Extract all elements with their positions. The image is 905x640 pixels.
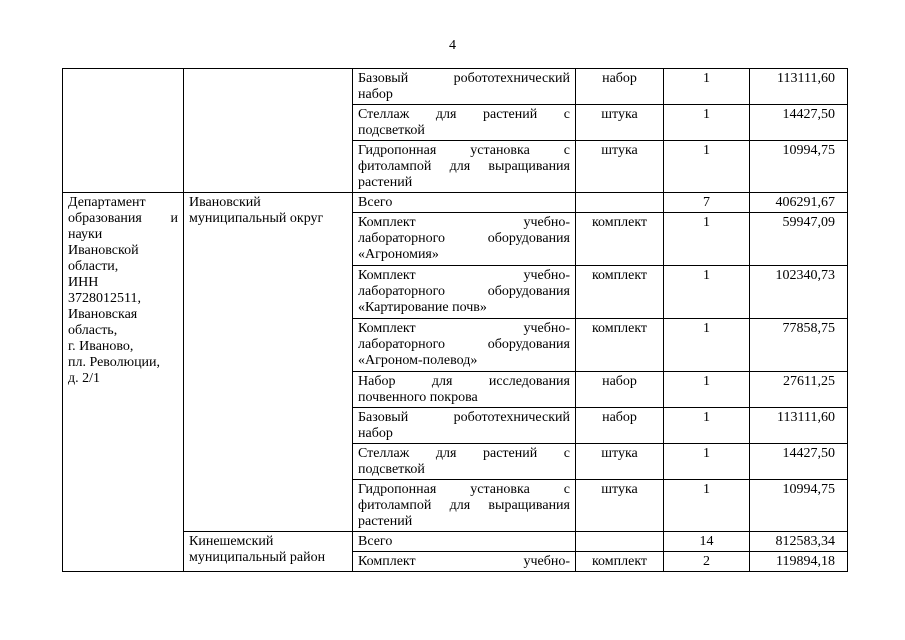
item-name: Базовый робототехнический набор	[353, 408, 576, 444]
item-qty: 1	[664, 408, 750, 444]
total-label: Всего	[353, 532, 576, 552]
item-price: 59947,09	[750, 213, 848, 266]
item-unit: комплект	[576, 213, 664, 266]
item-unit	[576, 532, 664, 552]
item-unit: набор	[576, 69, 664, 105]
item-qty: 1	[664, 319, 750, 372]
item-unit: штука	[576, 105, 664, 141]
item-price: 812583,34	[750, 532, 848, 552]
item-price: 14427,50	[750, 105, 848, 141]
item-name: Базовый робототехнический набор	[353, 69, 576, 105]
item-name: Стеллаж для растений с подсветкой	[353, 444, 576, 480]
item-unit: штука	[576, 444, 664, 480]
item-unit: комплект	[576, 319, 664, 372]
item-qty: 1	[664, 444, 750, 480]
item-unit: комплект	[576, 552, 664, 572]
item-unit	[576, 193, 664, 213]
total-label: Всего	[353, 193, 576, 213]
item-qty: 1	[664, 141, 750, 193]
department-cell: Департамент образования и науки Ивановской области, ИНН 3728012511, Ивановская область, г. Иваново, пл. Революции, д. 2/1	[63, 193, 184, 572]
item-unit: штука	[576, 480, 664, 532]
equipment-table	[62, 68, 848, 572]
item-price: 14427,50	[750, 444, 848, 480]
item-price: 113111,60	[750, 408, 848, 444]
item-price: 10994,75	[750, 480, 848, 532]
item-qty: 1	[664, 213, 750, 266]
item-name: Гидропонная установка с фитолампой для выращивания растений	[353, 480, 576, 532]
item-qty: 7	[664, 193, 750, 213]
item-price: 119894,18	[750, 552, 848, 572]
item-price: 113111,60	[750, 69, 848, 105]
item-unit: штука	[576, 141, 664, 193]
item-qty: 1	[664, 69, 750, 105]
item-price: 102340,73	[750, 266, 848, 319]
item-qty: 1	[664, 266, 750, 319]
empty-district-cell	[184, 69, 353, 193]
item-name: Комплект учебно-	[353, 552, 576, 572]
district-cell: Ивановский муниципальный округ	[184, 193, 353, 532]
district-cell: Кинешемский муниципальный район	[184, 532, 353, 572]
item-name: Стеллаж для растений с подсветкой	[353, 105, 576, 141]
item-price: 27611,25	[750, 372, 848, 408]
item-name: Комплект учебно- лабораторного оборудования «Агроном-полевод»	[353, 319, 576, 372]
item-name: Комплект учебно- лабораторного оборудования «Агрономия»	[353, 213, 576, 266]
item-price: 77858,75	[750, 319, 848, 372]
item-name: Набор для исследования почвенного покрова	[353, 372, 576, 408]
page-number: 4	[449, 38, 456, 53]
item-qty: 14	[664, 532, 750, 552]
item-unit: набор	[576, 408, 664, 444]
item-name: Комплект учебно- лабораторного оборудования «Картирование почв»	[353, 266, 576, 319]
table-row	[63, 69, 848, 105]
item-qty: 2	[664, 552, 750, 572]
item-name: Гидропонная установка с фитолампой для выращивания растений	[353, 141, 576, 193]
item-qty: 1	[664, 372, 750, 408]
item-unit: набор	[576, 372, 664, 408]
table-row	[63, 193, 848, 213]
item-qty: 1	[664, 480, 750, 532]
empty-org-cell	[63, 69, 184, 193]
item-qty: 1	[664, 105, 750, 141]
item-price: 406291,67	[750, 193, 848, 213]
item-unit: комплект	[576, 266, 664, 319]
item-price: 10994,75	[750, 141, 848, 193]
